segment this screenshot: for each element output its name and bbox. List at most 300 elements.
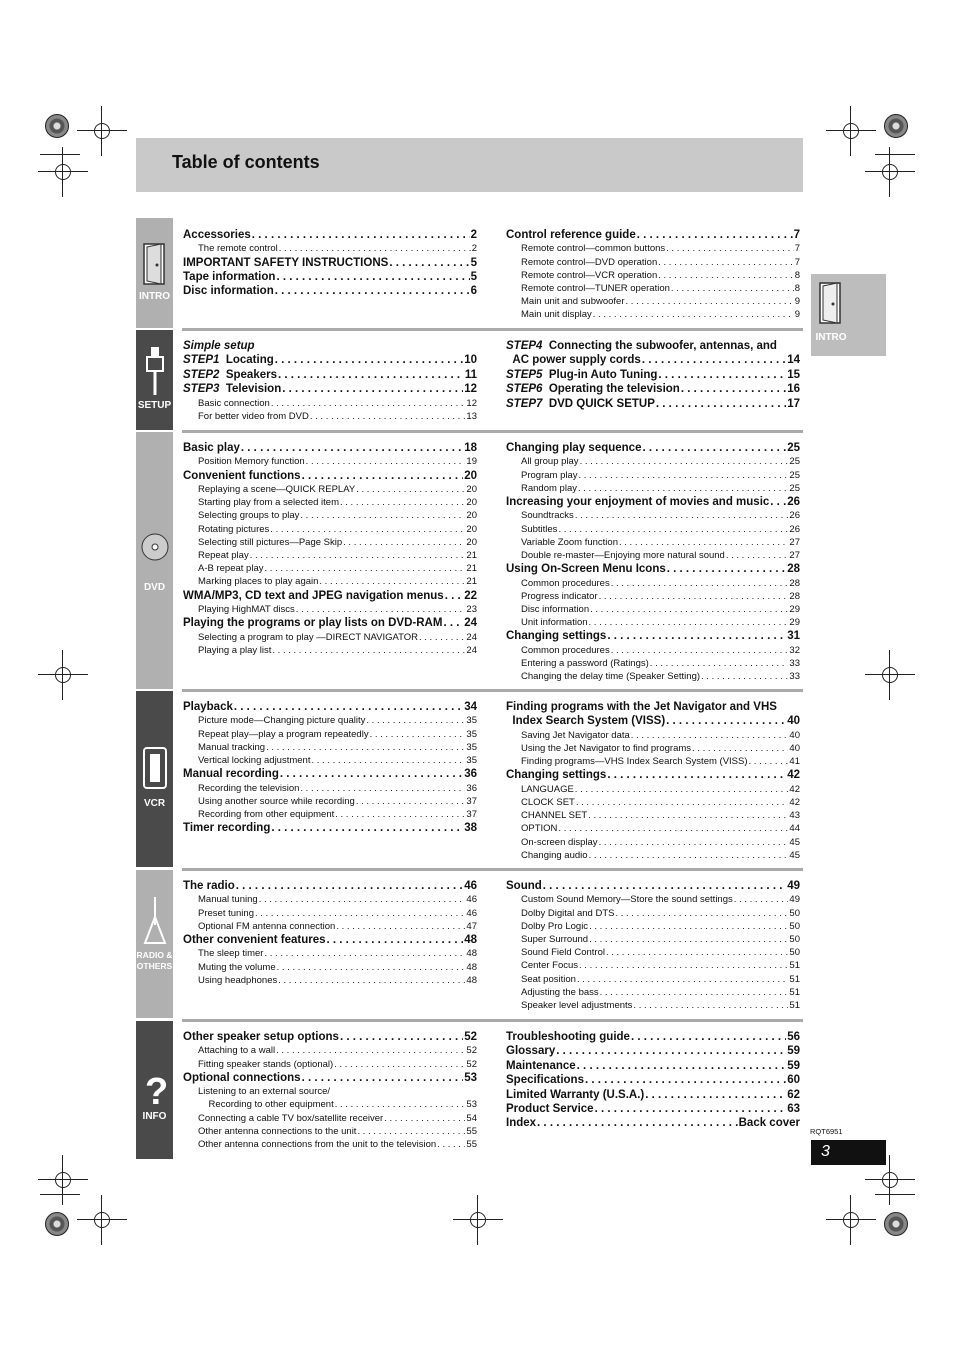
toc-page-number: 35 (466, 715, 477, 727)
toc-entry-title: Remote control—VCR operation (521, 269, 658, 281)
toc-subentry[interactable] (198, 1085, 477, 1099)
toc-subentry[interactable] (183, 339, 477, 353)
side-tab-label: INTRO (815, 332, 847, 343)
toc-subentry[interactable] (198, 754, 477, 768)
toc-entry-title: Soundtracks (521, 510, 574, 522)
toc-entry-title: Common procedures (521, 577, 610, 589)
toc-page-number: 35 (466, 728, 477, 740)
crop-line (875, 1194, 915, 1195)
toc-subentry[interactable] (521, 536, 800, 550)
toc-subentry[interactable] (521, 933, 800, 947)
toc-entry-title: Playback (183, 701, 233, 713)
toc-page-number: 26 (789, 510, 800, 522)
toc-subentry[interactable] (521, 242, 800, 256)
toc-entry-title: Starting play from a selected item (198, 497, 339, 509)
toc-entry-title: Progress indicator (521, 590, 598, 602)
color-target (884, 1212, 908, 1236)
toc-entry-title: Playing the programs or play lists on DVD-RAM (183, 617, 443, 630)
color-target (884, 114, 908, 138)
toc-entry-title: Product Service (506, 1103, 594, 1115)
toc-subentry[interactable] (198, 907, 477, 921)
toc-page-number: 52 (466, 1045, 477, 1057)
toc-page-number: 51 (789, 973, 800, 985)
section-divider (182, 868, 803, 871)
toc-subentry[interactable] (198, 947, 477, 961)
toc-subentry[interactable] (521, 603, 800, 617)
toc-page-number: 40 (787, 715, 800, 728)
dot-leader (658, 256, 793, 270)
dot-leader (611, 577, 789, 591)
toc-subentry[interactable] (521, 308, 800, 322)
toc-subentry[interactable] (521, 577, 800, 591)
toc-subentry[interactable] (198, 397, 477, 411)
toc-page-number: 34 (464, 701, 477, 713)
page-number: 3 (821, 1143, 830, 1160)
toc-entry-title: Remote control—TUNER operation (521, 283, 670, 294)
dot-leader (356, 795, 466, 809)
section-tab (136, 1021, 173, 1159)
dot-leader (589, 616, 789, 630)
dot-leader (575, 783, 789, 797)
toc-page-number: 18 (464, 442, 477, 454)
toc-entry[interactable] (183, 270, 477, 284)
toc-entry[interactable] (506, 714, 800, 728)
toc-page-number: 13 (466, 410, 477, 422)
toc-entry-title: Accessories (183, 229, 251, 241)
dot-leader (578, 482, 788, 496)
toc-page-number: 59 (787, 1045, 800, 1058)
toc-subentry[interactable] (198, 920, 477, 934)
dot-leader (370, 728, 466, 742)
toc-entry-title: Using On-Screen Menu Icons (506, 563, 666, 576)
toc-entry-title: Main unit display (521, 309, 592, 321)
toc-entry[interactable] (506, 768, 800, 782)
toc-subentry[interactable] (521, 755, 800, 769)
toc-page-number: 25 (789, 456, 800, 468)
toc-entry[interactable] (506, 879, 800, 893)
crop-line (40, 1194, 80, 1195)
toc-entry[interactable] (506, 397, 800, 411)
toc-subentry[interactable] (198, 509, 477, 523)
toc-subentry[interactable] (521, 295, 800, 309)
dot-leader (275, 353, 463, 367)
toc-page-number: 29 (789, 617, 800, 629)
section-tab-label: INFO (142, 1111, 167, 1122)
toc-subentry[interactable] (521, 590, 800, 604)
toc-page-number: 12 (464, 383, 477, 396)
toc-entry[interactable] (506, 368, 800, 382)
toc-entry-title: Changing audio (521, 849, 588, 861)
toc-entry-title: The sleep timer (198, 948, 264, 960)
toc-subentry[interactable] (521, 729, 800, 743)
toc-subentry[interactable] (521, 849, 800, 863)
toc-entry-title: Finding programs—VHS Index Search System (VISS) (521, 756, 748, 768)
toc-entry-title: Other speaker setup options (183, 1031, 339, 1043)
toc-entry-title: Position Memory function (198, 456, 305, 468)
toc-page-number: 53 (464, 1071, 477, 1084)
toc-entry-title: Playing a play list (198, 644, 272, 656)
toc-entry-title: Recording from other equipment (198, 809, 335, 820)
antenna-icon (140, 895, 169, 929)
registration-mark (865, 650, 915, 700)
toc-page-number: 42 (789, 797, 800, 808)
toc-page-number: 55 (466, 1125, 477, 1137)
toc-page-number: 20 (466, 510, 477, 522)
toc-subentry[interactable] (198, 603, 477, 617)
toc-subentry[interactable] (198, 1058, 477, 1072)
section-tab-label: INTRO (138, 291, 171, 302)
dot-leader (437, 1138, 465, 1152)
toc-entry-title: Index Search System (VISS) (506, 715, 666, 728)
toc-entry[interactable] (506, 1088, 800, 1102)
toc-subentry[interactable] (198, 575, 477, 589)
toc-entry-title: STEP4 Connecting the subwoofer, antennas, and (506, 340, 777, 352)
toc-subentry[interactable] (198, 961, 477, 975)
dot-leader (302, 469, 464, 483)
toc-subentry[interactable] (198, 496, 477, 510)
toc-subentry[interactable] (198, 1125, 477, 1139)
toc-entry-title: Recording to other equipment (198, 1099, 334, 1111)
toc-entry[interactable] (183, 469, 477, 483)
dot-leader (327, 933, 464, 947)
toc-entry[interactable] (183, 368, 477, 382)
toc-subentry[interactable] (521, 893, 800, 907)
toc-subentry[interactable] (198, 455, 477, 469)
toc-entry-title: Selecting a program to play —DIRECT NAVIGATOR (198, 631, 418, 643)
toc-entry-title: Manual recording (183, 768, 279, 781)
toc-page-number: 49 (789, 894, 800, 906)
dot-leader (419, 631, 465, 645)
dot-leader (278, 974, 465, 988)
dot-leader (270, 523, 465, 537)
toc-page-number: 46 (464, 880, 477, 892)
toc-entry-title: STEP6 Operating the television (506, 383, 680, 396)
toc-subentry[interactable] (521, 657, 800, 671)
dot-leader (606, 946, 788, 960)
toc-entry[interactable] (506, 1044, 800, 1058)
toc-subentry[interactable] (521, 920, 800, 934)
toc-page-number: 11 (464, 368, 477, 381)
toc-subentry[interactable] (521, 670, 800, 684)
toc-entry-title: Dolby Digital and DTS (521, 907, 615, 919)
toc-page-number: 44 (789, 823, 800, 835)
toc-entry[interactable] (183, 821, 477, 835)
toc-subentry[interactable] (521, 986, 800, 1000)
toc-subentry[interactable] (198, 1098, 477, 1112)
dot-leader (264, 562, 465, 576)
toc-entry-title: Control reference guide (506, 229, 636, 241)
toc-entry-title: Playing HighMAT discs (198, 604, 295, 615)
dot-leader (241, 441, 463, 455)
dot-leader (276, 270, 469, 284)
toc-subentry[interactable] (521, 509, 800, 523)
dot-leader (443, 616, 463, 630)
toc-page-number: 52 (464, 1031, 477, 1043)
toc-entry-title: Using headphones (198, 974, 278, 986)
toc-entry-title: Using the Jet Navigator to find programs (521, 743, 692, 754)
toc-subentry[interactable] (521, 549, 800, 563)
plug-icon (140, 345, 169, 379)
toc-entry-title: Attaching to a wall (198, 1045, 276, 1057)
dot-leader (296, 603, 466, 617)
toc-entry-title: Replaying a scene—QUICK REPLAY (198, 484, 356, 495)
toc-entry[interactable] (183, 1071, 477, 1085)
toc-entry-title: OPTION (521, 823, 558, 835)
toc-entry-title: STEP1 Locating (183, 354, 274, 367)
toc-entry-title: Index (506, 1117, 537, 1130)
toc-entry[interactable] (183, 1030, 477, 1044)
toc-entry-title: Disc information (521, 604, 590, 615)
dot-leader (336, 920, 465, 934)
dot-leader (577, 973, 788, 987)
toc-entry-title: Disc information (183, 285, 274, 298)
toc-entry-title: Repeat play—play a program repeatedly (198, 728, 369, 740)
toc-entry-title: Other antenna connections to the unit (198, 1125, 357, 1137)
toc-entry[interactable] (183, 353, 477, 367)
toc-page-number: 21 (466, 550, 477, 561)
toc-subentry[interactable] (198, 728, 477, 742)
toc-entry-title: Unit information (521, 617, 588, 629)
toc-entry[interactable] (506, 441, 800, 455)
toc-page-number: 37 (466, 795, 477, 807)
toc-entry-title: Seat position (521, 973, 576, 985)
toc-entry[interactable] (183, 879, 477, 893)
section-divider (182, 328, 803, 331)
toc-subentry[interactable] (198, 483, 477, 497)
toc-entry[interactable] (183, 284, 477, 298)
toc-subentry[interactable] (521, 644, 800, 658)
toc-entry[interactable] (506, 353, 800, 367)
section-divider (182, 430, 803, 433)
dot-leader (599, 590, 789, 604)
dot-leader (588, 809, 788, 823)
toc-entry-title: IMPORTANT SAFETY INSTRUCTIONS (183, 256, 389, 269)
toc-subentry[interactable] (198, 795, 477, 809)
toc-subentry[interactable] (521, 836, 800, 850)
toc-entry-title: Convenient functions (183, 469, 301, 482)
registration-mark (826, 1195, 876, 1245)
dot-leader (278, 368, 464, 382)
toc-entry-title: The remote control (198, 243, 278, 255)
toc-subentry[interactable] (521, 783, 800, 797)
toc-page-number: 27 (789, 536, 800, 548)
toc-subentry[interactable] (198, 536, 477, 550)
toc-page-number: 45 (789, 836, 800, 848)
toc-page-number: 12 (466, 397, 477, 409)
toc-page-number: 25 (789, 469, 800, 481)
toc-entry[interactable] (506, 228, 800, 242)
toc-subentry[interactable] (198, 714, 477, 728)
toc-entry[interactable] (506, 1030, 800, 1044)
dot-leader (658, 368, 786, 382)
toc-entry[interactable] (506, 629, 800, 643)
toc-subentry[interactable] (521, 796, 800, 810)
toc-entry[interactable] (506, 1116, 800, 1130)
toc-subentry[interactable] (198, 631, 477, 645)
dot-leader (619, 536, 788, 550)
toc-entry-title: LANGUAGE (521, 783, 574, 795)
toc-page-number: 48 (466, 961, 477, 973)
toc-entry-title: Center Focus (521, 960, 579, 972)
toc-subentry[interactable] (198, 974, 477, 988)
dot-leader (692, 742, 788, 756)
toc-subentry[interactable] (198, 893, 477, 907)
toc-entry[interactable] (506, 382, 800, 396)
toc-page-number: 26 (787, 496, 800, 508)
toc-subentry[interactable] (198, 410, 477, 424)
toc-subentry[interactable] (521, 523, 800, 537)
dot-leader (558, 822, 788, 836)
toc-subentry[interactable] (506, 339, 800, 353)
toc-entry[interactable] (183, 256, 477, 270)
toc-entry-title: Marking places to play again (198, 576, 319, 588)
toc-page-number: 59 (787, 1059, 800, 1072)
toc-subentry[interactable] (521, 616, 800, 630)
toc-subentry[interactable] (506, 700, 800, 714)
toc-subentry[interactable] (198, 523, 477, 537)
toc-section (136, 870, 803, 1018)
page-number-box (811, 1140, 886, 1165)
toc-page-number: 36 (466, 782, 477, 794)
toc-subentry[interactable] (521, 282, 800, 296)
toc-subentry[interactable] (521, 822, 800, 836)
dot-leader (607, 629, 786, 643)
toc-page-number: 21 (466, 563, 477, 575)
toc-page-number: 42 (787, 769, 800, 782)
toc-entry-title: Selecting groups to play (198, 510, 300, 522)
toc-entry-title: Manual tracking (198, 741, 266, 753)
toc-subentry[interactable] (198, 741, 477, 755)
toc-entry-title: Subtitles (521, 523, 558, 535)
toc-page-number: 21 (466, 576, 477, 588)
toc-page-number: 48 (464, 934, 477, 946)
dot-leader (311, 754, 465, 768)
toc-subentry[interactable] (521, 256, 800, 270)
dot-leader (266, 741, 465, 755)
toc-subentry[interactable] (198, 644, 477, 658)
toc-section (136, 691, 803, 867)
side-tab-intro (811, 274, 886, 356)
toc-entry[interactable] (183, 589, 477, 603)
toc-entry-title: Random play (521, 482, 577, 494)
toc-subentry[interactable] (521, 482, 800, 496)
toc-entry-title: Muting the volume (198, 961, 276, 973)
dot-leader (579, 469, 789, 483)
toc-subentry[interactable] (198, 242, 477, 256)
toc-subentry[interactable] (521, 946, 800, 960)
toc-page-number: 28 (789, 577, 800, 589)
toc-page-number: 5 (470, 256, 477, 269)
toc-entry-title: Main unit and subwoofer (521, 296, 625, 308)
toc-subentry[interactable] (521, 959, 800, 973)
toc-subentry[interactable] (198, 1138, 477, 1152)
toc-page-number: 19 (466, 456, 477, 468)
dot-leader (611, 644, 789, 658)
toc-entry[interactable] (183, 767, 477, 781)
toc-page-number: 14 (787, 354, 800, 367)
toc-subentry[interactable] (198, 562, 477, 576)
dot-leader (600, 986, 789, 1000)
toc-entry-title: Optional connections (183, 1071, 301, 1084)
toc-subentry[interactable] (198, 1112, 477, 1126)
toc-entry-title: STEP3 Television (183, 383, 282, 396)
toc-subentry[interactable] (198, 1044, 477, 1058)
dot-leader (319, 575, 465, 589)
toc-entry[interactable] (506, 1073, 800, 1087)
dot-leader (749, 755, 789, 769)
toc-subentry[interactable] (521, 742, 800, 756)
toc-subentry[interactable] (198, 808, 477, 822)
toc-page-number: 8 (794, 269, 800, 281)
toc-page-number: 24 (464, 617, 477, 630)
toc-page-number: 52 (466, 1058, 477, 1070)
toc-entry[interactable] (506, 1059, 800, 1073)
toc-entry[interactable] (183, 616, 477, 630)
door-icon (819, 282, 843, 326)
toc-page-number: 50 (789, 920, 800, 932)
section-tab-label: VCR (143, 798, 166, 809)
toc-page-number: 15 (787, 368, 800, 381)
toc-entry[interactable] (183, 933, 477, 947)
toc-entry[interactable] (183, 441, 477, 455)
dot-leader (234, 700, 463, 714)
dot-leader (558, 523, 788, 537)
toc-page-number: 55 (466, 1139, 477, 1150)
toc-entry-title: CHANNEL SET (521, 810, 588, 822)
dot-leader (626, 295, 794, 309)
dot-leader (272, 644, 465, 658)
dot-leader (770, 495, 786, 509)
dot-leader (264, 947, 465, 961)
dot-leader (537, 1116, 738, 1130)
toc-subentry[interactable] (198, 549, 477, 563)
toc-subentry[interactable] (521, 269, 800, 283)
question-icon (140, 1066, 169, 1110)
toc-entry[interactable] (506, 495, 800, 509)
toc-subentry[interactable] (521, 973, 800, 987)
section-tab (136, 432, 173, 689)
toc-subentry[interactable] (521, 999, 800, 1013)
toc-page-number: 2 (471, 243, 477, 255)
toc-page-number: 32 (789, 644, 800, 656)
dot-leader (275, 284, 470, 298)
toc-entry-title: Changing settings (506, 769, 607, 782)
dot-leader (589, 933, 788, 947)
toc-entry[interactable] (183, 700, 477, 714)
toc-entry[interactable] (183, 228, 477, 242)
toc-entry[interactable] (506, 1102, 800, 1116)
toc-page-number: 7 (794, 256, 800, 268)
section-tab-label: SETUP (137, 400, 172, 411)
toc-entry-title: Listening to an external source/ (198, 1086, 331, 1098)
title-bar (136, 138, 803, 192)
toc-subentry[interactable] (521, 469, 800, 483)
toc-subentry[interactable] (521, 455, 800, 469)
toc-subentry[interactable] (198, 782, 477, 796)
dot-leader (656, 397, 786, 411)
toc-subentry[interactable] (521, 809, 800, 823)
toc-subentry[interactable] (521, 907, 800, 921)
dot-leader (593, 308, 794, 322)
toc-entry-title: Picture mode—Changing picture quality (198, 715, 366, 727)
dot-leader (585, 1073, 786, 1087)
dot-leader (277, 961, 466, 975)
toc-page-number: 31 (787, 630, 800, 643)
toc-entry[interactable] (183, 382, 477, 396)
toc-page-number: 51 (789, 1000, 800, 1011)
toc-entry-title: Repeat play (198, 550, 249, 561)
toc-entry[interactable] (506, 562, 800, 576)
